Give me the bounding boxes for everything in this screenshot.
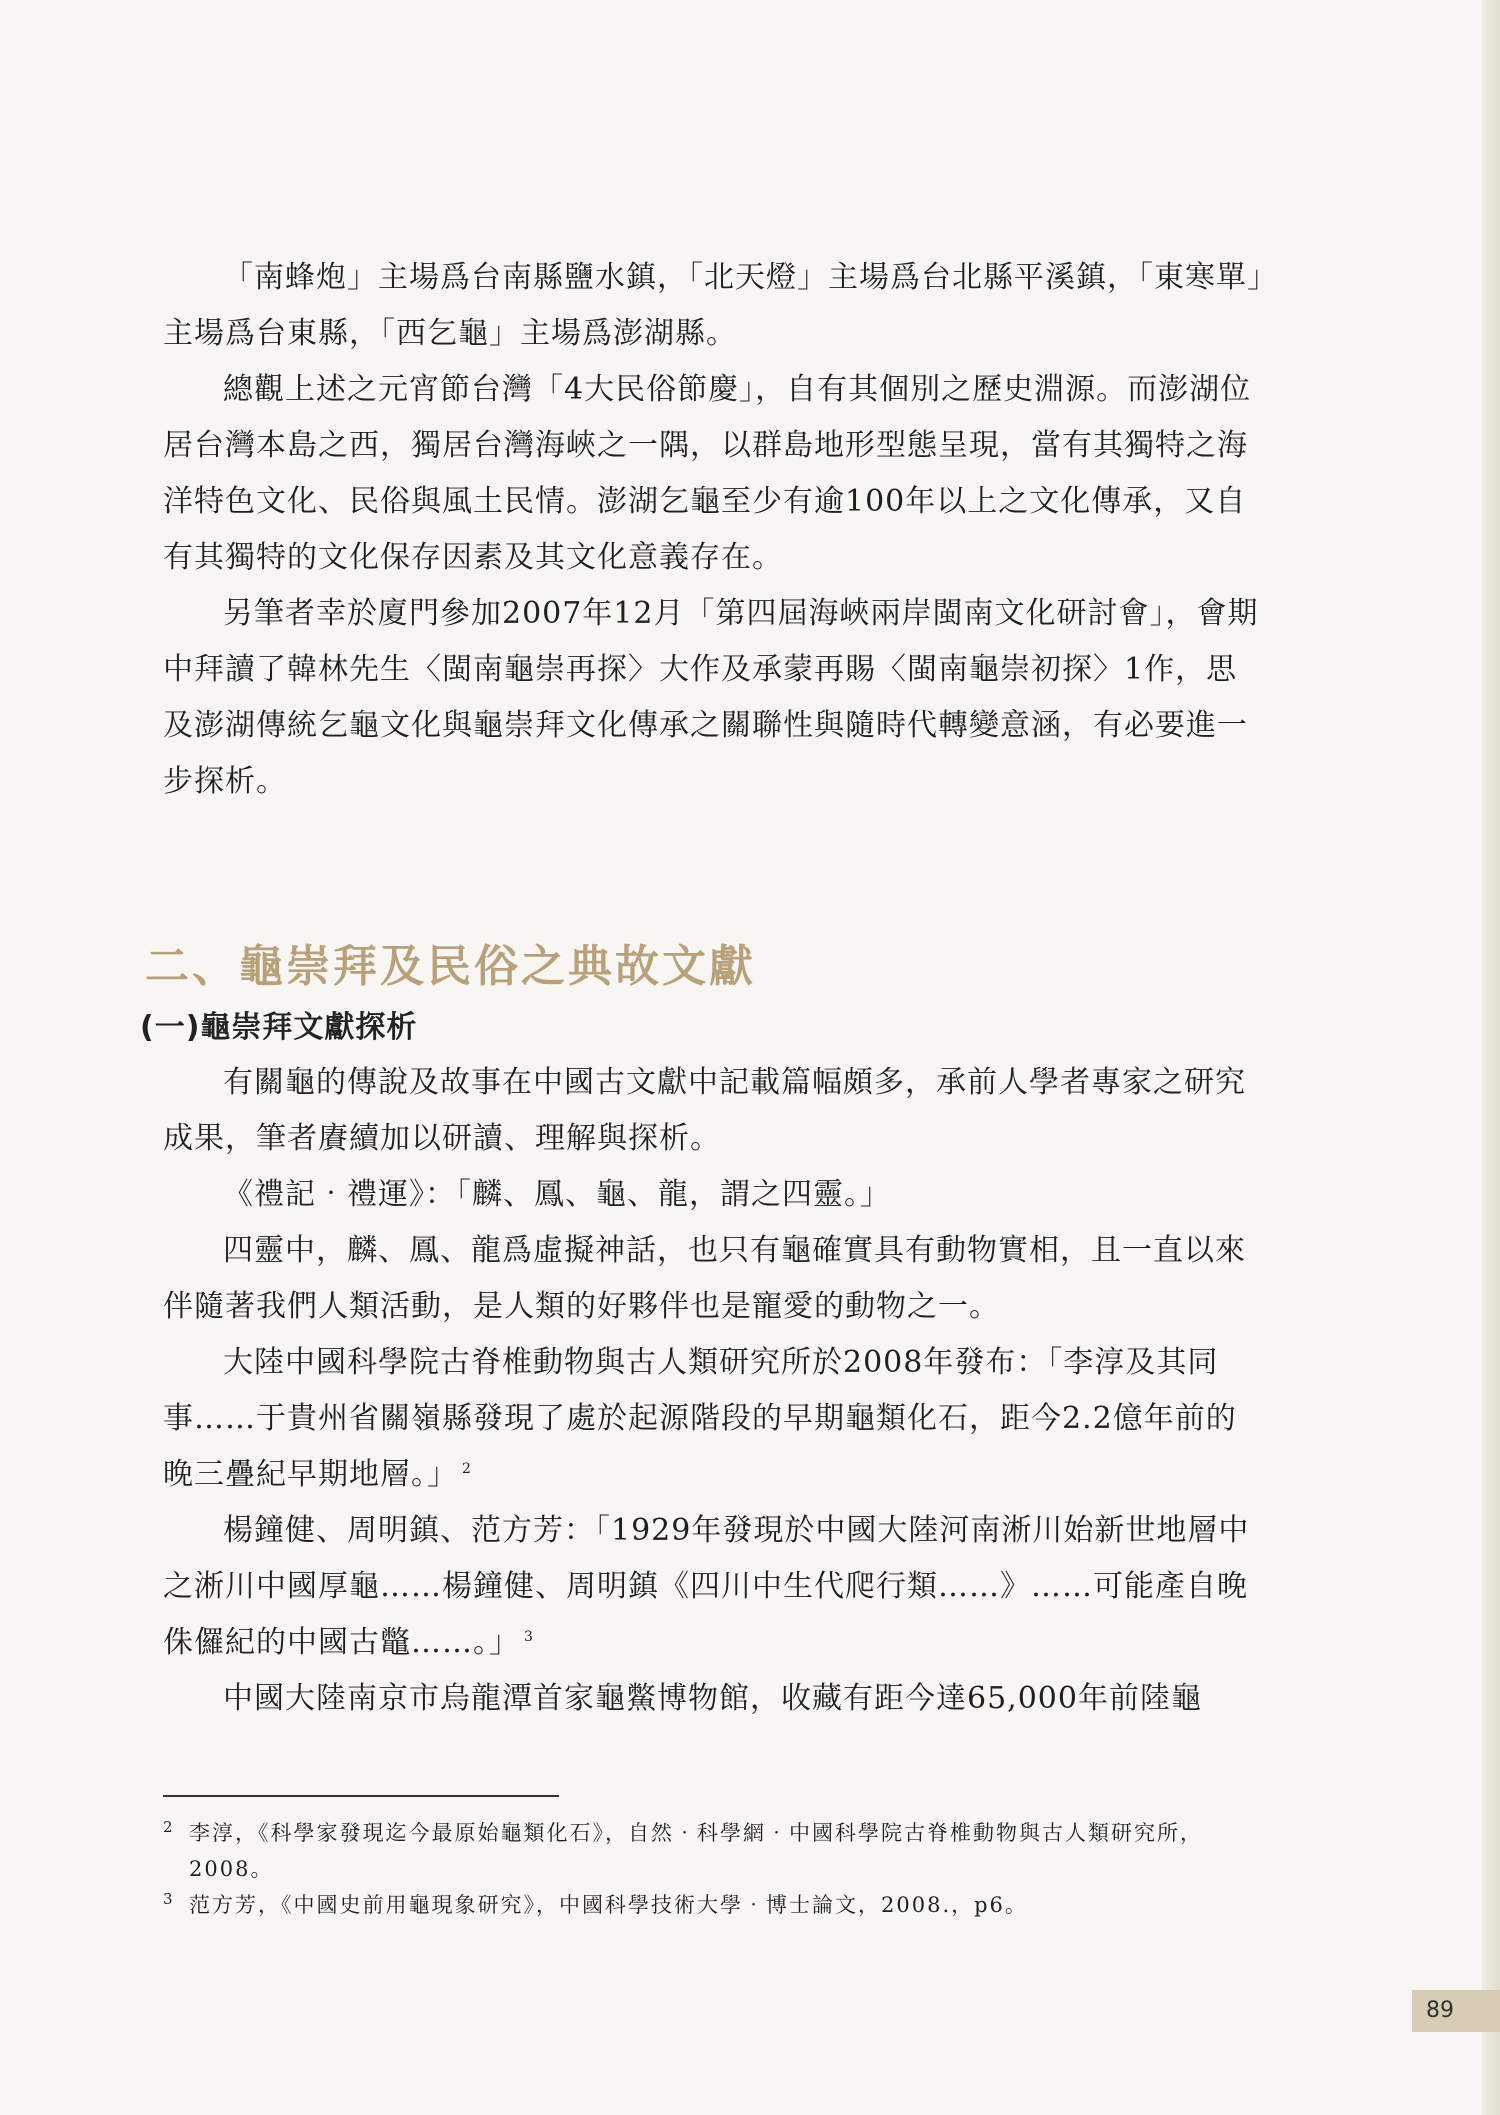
footnote-divider xyxy=(163,1795,559,1797)
main-text xyxy=(163,1055,1265,1727)
paragraph: 四靈中，麟、鳳、龍爲虛擬神話，也只有龜確實具有動物實相，且一直以來伴隨著我們人類活動，是人類的好夥伴也是寵愛的動物之一。 xyxy=(163,1233,1246,1324)
paragraph-text: 楊鐘健、周明鎮、范方芳：「1929年發現於中國大陸河南淅川始新世地層中之淅川中國厚龜……楊鐘健、周明鎮《四川中生代爬行類……》……可能產自晚侏儸紀的中國古鼈……。」 xyxy=(163,1513,1250,1660)
paragraph-text: 大陸中國科學院古脊椎動物與古人類研究所於2008年發布：「李淳及其同事……于貴州省關嶺縣發現了處於起源階段的早期龜類化石，距今2.2億年前的晚三疊紀早期地層。」 xyxy=(163,1345,1237,1492)
paragraph: 另筆者幸於廈門參加2007年12月「第四屆海峽兩岸閩南文化研討會」，會期中拜讀了韓林先生〈閩南龜崇再探〉大作及承蒙再賜〈閩南龜崇初探〉1作，思及澎湖傳統乞龜文化與龜崇拜文化傳承之關聯性與隨時代轉變意涵，有必要進一步探析。 xyxy=(163,596,1259,799)
footnote-text: 李淳，《科學家發現迄今最原始龜類化石》，自然‧科學網‧中國科學院古脊椎動物與古人類研究所，2008。 xyxy=(189,1821,1203,1881)
paragraph: 中國大陸南京市烏龍潭首家龜鱉博物館，收藏有距今達65,000年前陸龜 xyxy=(223,1681,1202,1716)
footnote-number: 2 xyxy=(163,1818,175,1836)
footnote-number: 3 xyxy=(163,1890,175,1908)
intro-text xyxy=(163,250,1265,810)
paragraph: 總觀上述之元宵節台灣「4大民俗節慶」，自有其個別之歷史淵源。而澎湖位居台灣本島之西，獨居台灣海峽之一隅，以群島地形型態呈現，當有其獨特之海洋特色文化、民俗與風土民情。澎湖乞龜至少有逾100年以上之文化傳承，又自有其獨特的文化保存因素及其文化意義存在。 xyxy=(163,372,1252,575)
page-edge xyxy=(1482,0,1500,2115)
subsection-title: (一)龜崇拜文獻探析 xyxy=(140,1010,418,1045)
paragraph: 「南蜂炮」主場爲台南縣鹽水鎮，「北天燈」主場爲台北縣平溪鎮，「東寒單」主場爲台東縣，「西乞龜」主場爲澎湖縣。 xyxy=(163,260,1263,351)
footnote-ref: 3 xyxy=(524,1629,534,1645)
footnotes xyxy=(163,1815,1263,1923)
footnote xyxy=(163,1887,1263,1923)
page-number: 89 xyxy=(1412,1990,1500,2032)
footnote xyxy=(163,1815,1263,1887)
section-title: 二、龜崇拜及民俗之典故文獻 xyxy=(145,941,756,992)
paragraph: 《禮記‧禮運》：「麟、鳳、龜、龍，謂之四靈。」 xyxy=(223,1177,891,1212)
paragraph xyxy=(163,1503,1265,1671)
paragraph: 有關龜的傳說及故事在中國古文獻中記載篇幅頗多，承前人學者專家之研究成果，筆者賡續加以研讀、理解與探析。 xyxy=(163,1065,1246,1156)
paragraph xyxy=(163,1335,1265,1503)
footnote-ref: 2 xyxy=(462,1461,472,1477)
footnote-text: 范方芳，《中國史前用龜現象研究》，中國科學技術大學‧博士論文，2008.，p6。 xyxy=(189,1893,1028,1917)
